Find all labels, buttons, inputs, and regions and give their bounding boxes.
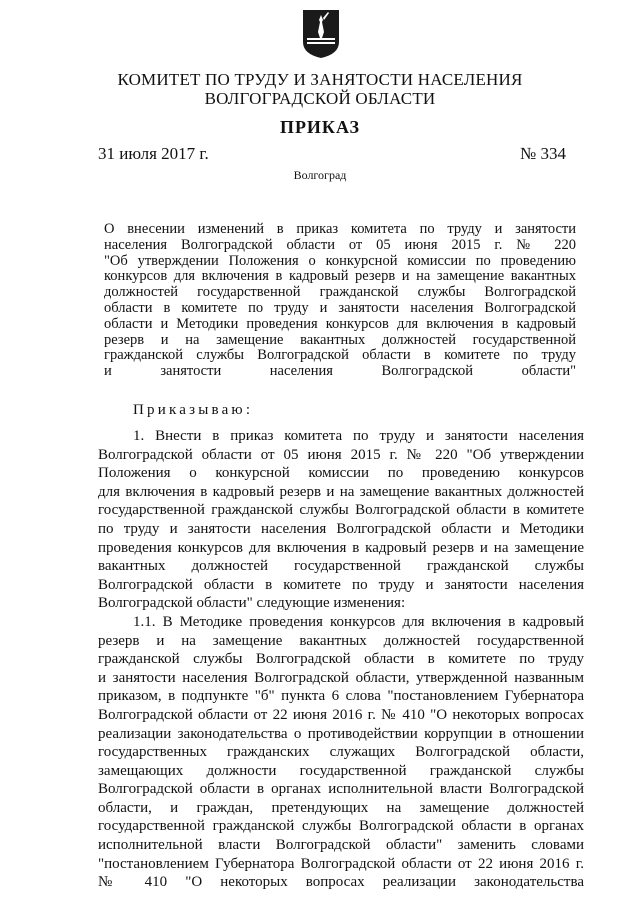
body-line: Волгоградской области от 22 июня 2016 г. № 410 "О некоторых вопросах: [98, 706, 584, 723]
body-line: резерв и на замещение вакантных должностей государственной: [98, 632, 584, 649]
body-line: "постановлением Губернатора Волгоградской области от 22 июня 2016 г.: [98, 855, 584, 872]
body-line: для включения в кадровый резерв и на замещение вакантных должностей: [98, 483, 584, 500]
paragraph-1: [98, 427, 584, 613]
organization-name: [0, 70, 640, 108]
coat-of-arms-icon: [301, 8, 341, 60]
subject-line: населения Волгоградской области от 05 июня 2015 г. № 220: [104, 236, 576, 253]
order-keyword: Приказываю:: [133, 402, 254, 418]
document-body: [98, 427, 584, 892]
body-line: приказом, в подпункте "б" пункта 6 слова "постановлением Губернатора: [98, 688, 584, 705]
organization-name-line2: ВОЛГОГРАДСКОЙ ОБЛАСТИ: [204, 89, 436, 108]
body-line: Положения о конкурсной комиссии по проведению конкурсов: [98, 465, 584, 482]
paragraph-1-1: [98, 613, 584, 892]
subject-line: гражданской службы Волгоградской области в комитете по труду: [104, 347, 576, 364]
document-type: ПРИКАЗ: [279, 117, 361, 137]
body-line: по труду и занятости населения Волгоградской области и Методики: [98, 520, 584, 537]
subject-line: должностей государственной гражданской службы Волгоградской: [104, 284, 576, 301]
document-subject: [104, 222, 576, 380]
document-number: № 334: [520, 144, 566, 163]
document-date: 31 июля 2017 г.: [98, 144, 209, 163]
body-line: Волгоградской области" следующие изменения:: [98, 595, 406, 612]
subject-line: "Об утверждении Положения о конкурсной комиссии по проведению: [104, 252, 576, 269]
body-line: Волгоградской области от 05 июня 2015 г. № 220 "Об утверждении: [98, 446, 584, 463]
body-line: области, и граждан, претендующих на замещение должностей: [98, 799, 584, 816]
organization-name-line1: КОМИТЕТ ПО ТРУДУ И ЗАНЯТОСТИ НАСЕЛЕНИЯ: [117, 70, 523, 89]
body-line: исполнительной власти Волгоградской области" заменить словами: [98, 837, 584, 854]
body-line: гражданской службы Волгоградской области в комитете по труду: [98, 651, 584, 668]
body-line: государственных гражданских служащих Волгоградской области,: [98, 744, 584, 761]
body-line: государственной гражданской службы Волгоградской области в органах: [98, 818, 584, 835]
body-line: № 410 "О некоторых вопросах реализации законодательства: [98, 874, 584, 891]
body-line: реализации законодательства о противодействии коррупции в отношении: [98, 725, 584, 742]
body-line: государственной гражданской службы Волгоградской области в комитете: [98, 502, 584, 519]
subject-line: и занятости населения Волгоградской области": [104, 363, 576, 380]
subject-line: конкурсов для включения в кадровый резерв и на замещение вакантных: [104, 268, 576, 285]
body-line: и занятости населения Волгоградской области, утвержденной названным: [98, 669, 584, 686]
body-line: Волгоградской области в комитете по труду и занятости населения: [98, 576, 584, 593]
body-line: вакантных должностей государственной гражданской службы: [98, 558, 584, 575]
subject-line: области в комитете по труду и занятости населения Волгоградской: [104, 299, 576, 316]
body-line: замещающих должности государственной гражданской службы: [98, 762, 584, 779]
document-city: Волгоград: [293, 168, 347, 182]
body-line: проведения конкурсов для включения в кадровый резерв и на замещение: [98, 539, 584, 556]
subject-line: области и Методики проведения конкурсов для включения в кадровый: [104, 315, 576, 332]
body-line: 1.1. В Методике проведения конкурсов для включения в кадровый: [133, 613, 584, 630]
body-line: Волгоградской области в органах исполнительной власти Волгоградской: [98, 781, 584, 798]
body-line: 1. Внести в приказ комитета по труду и занятости населения: [133, 428, 584, 444]
subject-line: резерв и на замещение вакантных должностей государственной: [104, 331, 576, 348]
subject-line: О внесении изменений в приказ комитета по труду и занятости: [104, 221, 576, 237]
